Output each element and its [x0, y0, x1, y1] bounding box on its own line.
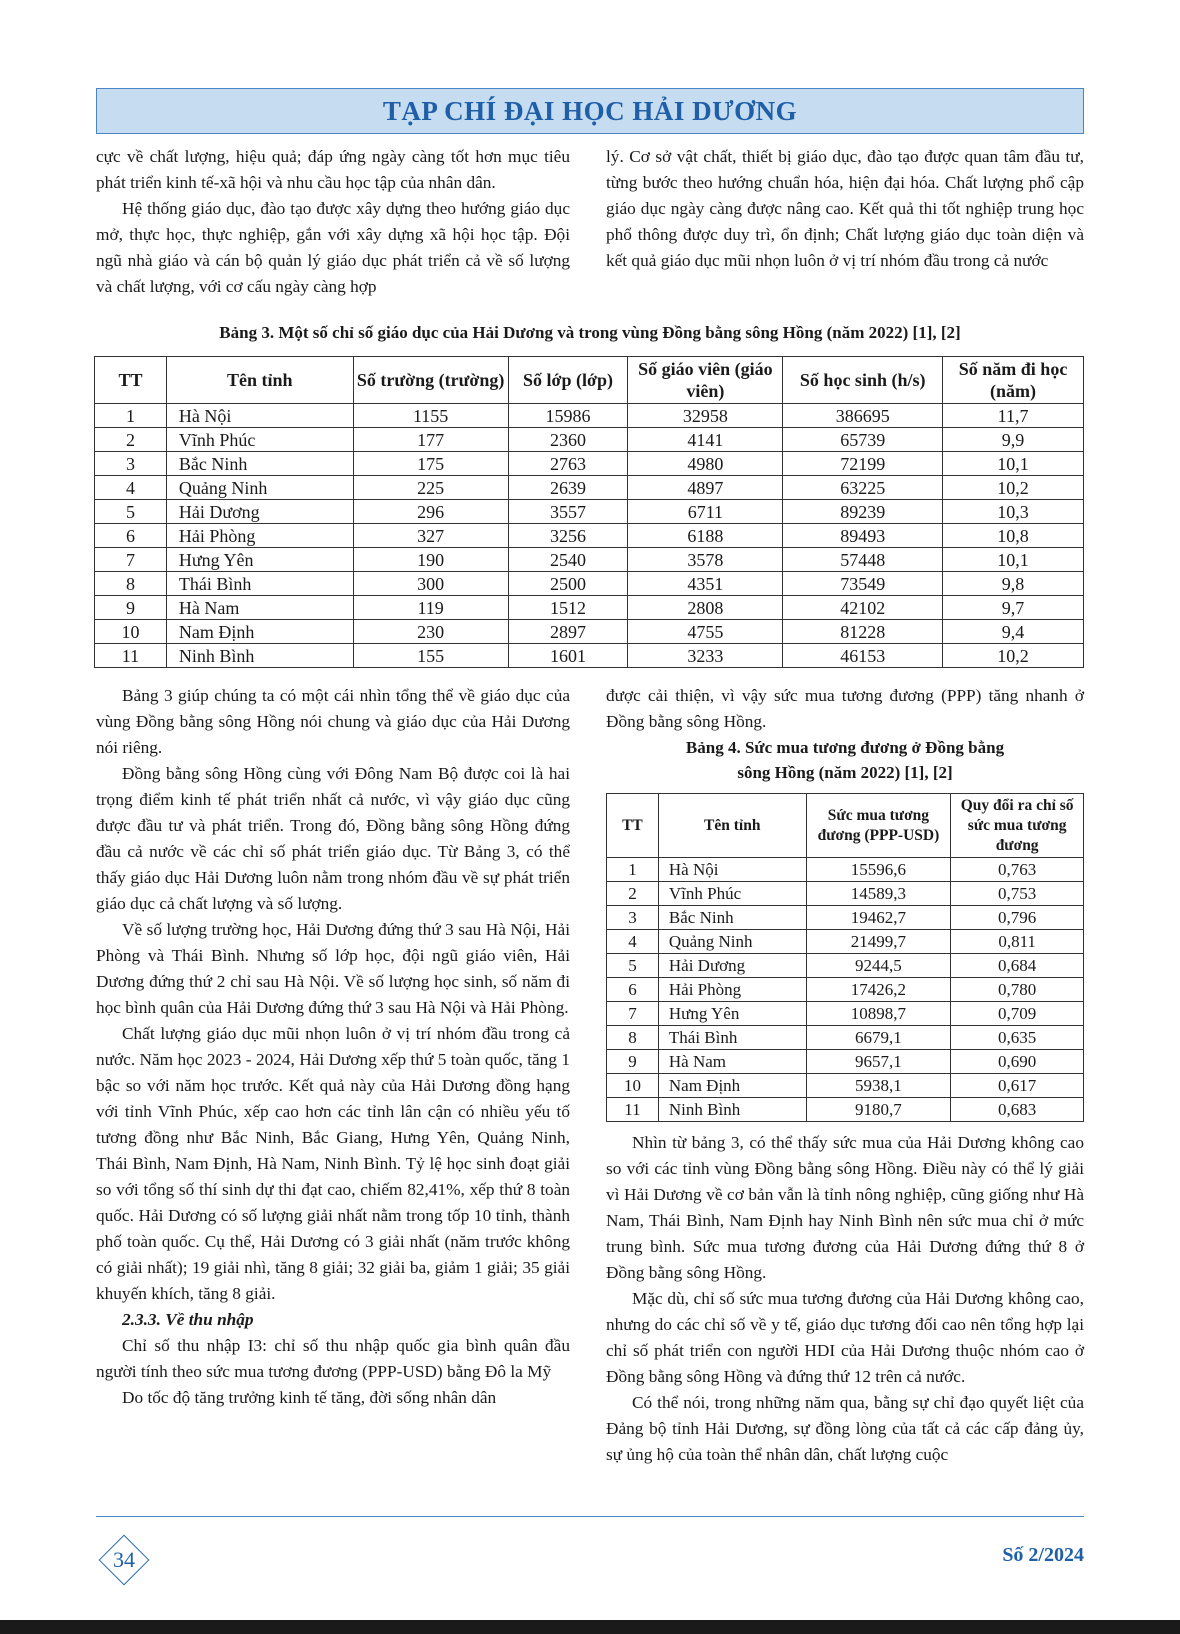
- table4: [606, 793, 1084, 1122]
- table-cell: 11: [607, 1098, 659, 1122]
- table-cell: 15596,6: [806, 858, 951, 882]
- paragraph: lý. Cơ sở vật chất, thiết bị giáo dục, đào tạo được quan tâm đầu tư, từng bước theo hướng chuẩn hóa, hiện đại hóa. Chất lượng phổ cập giáo dục ngày càng được nâng cao. Kết quả thi tốt nghiệp trung học phổ thông được duy trì, ổn định; Chất lượng giáo dục toàn diện và kết quả giáo dục mũi nhọn luôn ở vị trí nhóm đầu trong cả nước: [606, 147, 1084, 270]
- table-cell: 3: [95, 452, 167, 476]
- table-cell: 19462,7: [806, 906, 951, 930]
- table-row: [607, 1050, 1084, 1074]
- table-cell: 6: [607, 978, 659, 1002]
- table-cell: 1601: [508, 644, 628, 668]
- table-cell: 0,690: [951, 1050, 1084, 1074]
- table-cell: 5: [607, 954, 659, 978]
- table-row: [95, 596, 1084, 620]
- province-name-cell: Hà Nam: [658, 1050, 806, 1074]
- table-cell: 9,7: [943, 596, 1084, 620]
- table4-caption: [606, 735, 1084, 785]
- province-name-cell: Hưng Yên: [166, 548, 353, 572]
- table-cell: 2540: [508, 548, 628, 572]
- table-cell: 81228: [783, 620, 943, 644]
- table-cell: 0,684: [951, 954, 1084, 978]
- table-cell: 0,811: [951, 930, 1084, 954]
- issue-number: Số 2/2024: [1002, 1544, 1084, 1566]
- province-name-cell: Nam Định: [658, 1074, 806, 1098]
- table-cell: 10,1: [943, 452, 1084, 476]
- table-cell: 4980: [628, 452, 783, 476]
- table-cell: 10: [95, 620, 167, 644]
- table-cell: 11,7: [943, 404, 1084, 428]
- table-cell: 42102: [783, 596, 943, 620]
- table-cell: 2897: [508, 620, 628, 644]
- table3: [94, 356, 1084, 668]
- table-cell: 155: [353, 644, 508, 668]
- province-name-cell: Ninh Bình: [166, 644, 353, 668]
- table-cell: 9: [95, 596, 167, 620]
- table-cell: 5938,1: [806, 1074, 951, 1098]
- paragraph: cực về chất lượng, hiệu quả; đáp ứng ngày càng tốt hơn mục tiêu phát triển kinh tế-xã hội và nhu cầu học tập của nhân dân.: [96, 147, 570, 192]
- lower-right-column: [606, 1130, 1084, 1468]
- paragraph: Nhìn từ bảng 3, có thể thấy sức mua của Hải Dương không cao so với các tỉnh vùng Đồng bằng sông Hồng. Điều này có thể lý giải vì Hải Dương về cơ bản vẫn là tỉnh nông nghiệp, cũng giống như Hà Nam, Thái Bình, Nam Định hay Ninh Bình nên sức mua chỉ ở mức trung bình. Sức mua tương đương của Hải Dương đứng thứ 8 ở Đồng bằng sông Hồng.: [606, 1133, 1084, 1282]
- table-cell: 3: [607, 906, 659, 930]
- table-cell: 1155: [353, 404, 508, 428]
- table-cell: 10,8: [943, 524, 1084, 548]
- column-header: Số lớp (lớp): [508, 357, 628, 404]
- table-row: [607, 930, 1084, 954]
- column-header: Số năm đi học (năm): [943, 357, 1084, 404]
- page-number-badge: [98, 1534, 150, 1586]
- paragraph: Đồng bằng sông Hồng cùng với Đông Nam Bộ được coi là hai trọng điểm kinh tế phát triển nhất cả nước, vì vậy giáo dục cũng được đầu tư và phát triển. Trong đó, Đồng bằng sông Hồng đứng đầu cả nước về các chỉ số phát triển giáo dục. Từ Bảng 3, có thể thấy giáo dục Hải Dương luôn nằm trong nhóm đầu về sự phát triển giáo dục cả chất lượng và số lượng.: [96, 764, 570, 913]
- table-cell: 9: [607, 1050, 659, 1074]
- table-cell: 9,8: [943, 572, 1084, 596]
- table-cell: 1: [95, 404, 167, 428]
- table-cell: 3256: [508, 524, 628, 548]
- table-cell: 0,709: [951, 1002, 1084, 1026]
- table-cell: 4141: [628, 428, 783, 452]
- table-cell: 0,753: [951, 882, 1084, 906]
- province-name-cell: Thái Bình: [166, 572, 353, 596]
- table-cell: 386695: [783, 404, 943, 428]
- table-row: [95, 428, 1084, 452]
- table-cell: 46153: [783, 644, 943, 668]
- table-cell: 4: [607, 930, 659, 954]
- province-name-cell: Quảng Ninh: [658, 930, 806, 954]
- province-name-cell: Vĩnh Phúc: [658, 882, 806, 906]
- table-cell: 9180,7: [806, 1098, 951, 1122]
- table-cell: 0,617: [951, 1074, 1084, 1098]
- journal-header: [96, 88, 1084, 134]
- table-cell: 9,4: [943, 620, 1084, 644]
- table3-caption: Bảng 3. Một số chỉ số giáo dục của Hải Dương và trong vùng Đồng bằng sông Hồng (năm 2022) [1], [2]: [219, 323, 961, 342]
- table4-caption-line: Bảng 4. Sức mua tương đương ở Đồng bằng: [685, 738, 1005, 757]
- province-name-cell: Hà Nội: [658, 858, 806, 882]
- table-cell: 32958: [628, 404, 783, 428]
- table-row: [95, 548, 1084, 572]
- table-cell: 119: [353, 596, 508, 620]
- table-row: [607, 1026, 1084, 1050]
- table-row: [95, 572, 1084, 596]
- table-cell: 2639: [508, 476, 628, 500]
- table-cell: 9657,1: [806, 1050, 951, 1074]
- province-name-cell: Bắc Ninh: [166, 452, 353, 476]
- table-cell: 7: [607, 1002, 659, 1026]
- table-row: [95, 404, 1084, 428]
- section-heading: 2.3.3. Về thu nhập: [122, 1310, 254, 1329]
- table-cell: 89493: [783, 524, 943, 548]
- table-cell: 2500: [508, 572, 628, 596]
- table-cell: 63225: [783, 476, 943, 500]
- table-cell: 7: [95, 548, 167, 572]
- top-right-column: [606, 144, 1084, 274]
- paragraph: Có thể nói, trong những năm qua, bằng sự chỉ đạo quyết liệt của Đảng bộ tỉnh Hải Dương, sự đồng lòng của tất cả các cấp đảng ủy, sự ủng hộ của toàn thể nhân dân, chất lượng cuộc: [606, 1393, 1084, 1464]
- table-cell: 300: [353, 572, 508, 596]
- table-row: [607, 1098, 1084, 1122]
- province-name-cell: Hà Nam: [166, 596, 353, 620]
- bottom-bar: [0, 1620, 1180, 1634]
- table-cell: 2: [607, 882, 659, 906]
- table-cell: 4351: [628, 572, 783, 596]
- paragraph: Bảng 3 giúp chúng ta có một cái nhìn tổng thể về giáo dục của vùng Đồng bằng sông Hồng nói chung và giáo dục của Hải Dương nói riêng.: [96, 686, 570, 757]
- table-cell: 0,796: [951, 906, 1084, 930]
- table-cell: 6711: [628, 500, 783, 524]
- table-row: [95, 620, 1084, 644]
- table-cell: 225: [353, 476, 508, 500]
- page-number: 34: [113, 1547, 135, 1572]
- table-cell: 9244,5: [806, 954, 951, 978]
- province-name-cell: Vĩnh Phúc: [166, 428, 353, 452]
- table-row: [607, 954, 1084, 978]
- journal-title: TẠP CHÍ ĐẠI HỌC HẢI DƯƠNG: [382, 95, 798, 126]
- table-cell: 11: [95, 644, 167, 668]
- province-name-cell: Nam Định: [166, 620, 353, 644]
- column-header: Quy đổi ra chỉ số sức mua tương đương: [951, 794, 1084, 858]
- table-cell: 0,763: [951, 858, 1084, 882]
- table-cell: 2808: [628, 596, 783, 620]
- column-header: TT: [95, 357, 167, 404]
- province-name-cell: Hà Nội: [166, 404, 353, 428]
- table-cell: 2763: [508, 452, 628, 476]
- table-cell: 5: [95, 500, 167, 524]
- paragraph: Về số lượng trường học, Hải Dương đứng thứ 3 sau Hà Nội, Hải Phòng và Thái Bình. Nhưng số lớp học, đội ngũ giáo viên, Hải Dương đứng thứ 2 chỉ sau Hà Nội. Về số lượng học sinh, số năm đi học bình quân của Hải Dương đứng thứ 3 sau Hà Nội và Hải Phòng.: [96, 920, 570, 1017]
- table-cell: 10898,7: [806, 1002, 951, 1026]
- table-cell: 10,2: [943, 476, 1084, 500]
- table-cell: 57448: [783, 548, 943, 572]
- table-cell: 65739: [783, 428, 943, 452]
- table-row: [607, 906, 1084, 930]
- paragraph: Do tốc độ tăng trưởng kinh tế tăng, đời sống nhân dân: [122, 1388, 497, 1407]
- lower-right-intro: [606, 683, 1084, 735]
- column-header: Sức mua tương đương (PPP-USD): [806, 794, 951, 858]
- table-cell: 8: [607, 1026, 659, 1050]
- table-cell: 0,683: [951, 1098, 1084, 1122]
- column-header: Số giáo viên (giáo viên): [628, 357, 783, 404]
- top-left-column: [96, 144, 570, 300]
- table-row: [95, 524, 1084, 548]
- column-header: Số học sinh (h/s): [783, 357, 943, 404]
- table-cell: 17426,2: [806, 978, 951, 1002]
- table-cell: 0,780: [951, 978, 1084, 1002]
- table4-caption-line: sông Hồng (năm 2022) [1], [2]: [737, 763, 953, 782]
- table-cell: 2360: [508, 428, 628, 452]
- table-cell: 2: [95, 428, 167, 452]
- province-name-cell: Hải Phòng: [658, 978, 806, 1002]
- table-cell: 4: [95, 476, 167, 500]
- table-cell: 175: [353, 452, 508, 476]
- table-row: [95, 644, 1084, 668]
- paragraph: Chỉ số thu nhập I3: chỉ số thu nhập quốc gia bình quân đầu người tính theo sức mua tương đương (PPP-USD) bằng Đô la Mỹ: [96, 1336, 570, 1381]
- table-cell: 296: [353, 500, 508, 524]
- table-cell: 10: [607, 1074, 659, 1098]
- table-row: [95, 452, 1084, 476]
- table-cell: 10,2: [943, 644, 1084, 668]
- province-name-cell: Quảng Ninh: [166, 476, 353, 500]
- table-cell: 230: [353, 620, 508, 644]
- province-name-cell: Hải Dương: [166, 500, 353, 524]
- table-row: [607, 1002, 1084, 1026]
- province-name-cell: Hải Phòng: [166, 524, 353, 548]
- table-cell: 4755: [628, 620, 783, 644]
- table-cell: 6: [95, 524, 167, 548]
- column-header: Số trường (trường): [353, 357, 508, 404]
- table-cell: 177: [353, 428, 508, 452]
- table-header-row: [607, 794, 1084, 858]
- lower-left-column: [96, 683, 570, 1411]
- table-cell: 3578: [628, 548, 783, 572]
- table-cell: 190: [353, 548, 508, 572]
- table-cell: 73549: [783, 572, 943, 596]
- table-row: [95, 476, 1084, 500]
- table-cell: 3233: [628, 644, 783, 668]
- table-row: [607, 858, 1084, 882]
- paragraph: Mặc dù, chỉ số sức mua tương đương của Hải Dương không cao, nhưng do các chỉ số về y tế, giáo dục tương đối cao nên tổng hợp lại chỉ số phát triển con người HDI của Hải Dương thuộc nhóm cao ở Đồng bằng sông Hồng và đứng thứ 12 trên cả nước.: [606, 1289, 1084, 1386]
- table-cell: 6679,1: [806, 1026, 951, 1050]
- table-cell: 21499,7: [806, 930, 951, 954]
- footer-divider: [96, 1516, 1084, 1517]
- table-row: [95, 500, 1084, 524]
- table-row: [607, 882, 1084, 906]
- province-name-cell: Hải Dương: [658, 954, 806, 978]
- table-cell: 0,635: [951, 1026, 1084, 1050]
- table-row: [607, 1074, 1084, 1098]
- table-cell: 14589,3: [806, 882, 951, 906]
- province-name-cell: Ninh Bình: [658, 1098, 806, 1122]
- paragraph: Hệ thống giáo dục, đào tạo được xây dựng theo hướng giáo dục mở, thực học, thực nghiệp, gắn với xây dựng xã hội học tập. Đội ngũ nhà giáo và cán bộ quản lý giáo dục phát triển cả về số lượng và chất lượng, với cơ cấu ngày càng hợp: [96, 199, 570, 296]
- column-header: TT: [607, 794, 659, 858]
- province-name-cell: Bắc Ninh: [658, 906, 806, 930]
- table-cell: 10,1: [943, 548, 1084, 572]
- table-cell: 9,9: [943, 428, 1084, 452]
- table-cell: 72199: [783, 452, 943, 476]
- table-cell: 1: [607, 858, 659, 882]
- province-name-cell: Thái Bình: [658, 1026, 806, 1050]
- paragraph: Chất lượng giáo dục mũi nhọn luôn ở vị trí nhóm đầu trong cả nước. Năm học 2023 - 2024, Hải Dương xếp thứ 5 toàn quốc, tăng 1 bậc so với năm học trước. Kết quả này của Hải Dương đồng hạng với tỉnh Vĩnh Phúc, xếp cao hơn các tỉnh lân cận có nhiều yếu tố tương đồng như Bắc Ninh, Bắc Giang, Hưng Yên, Quảng Ninh, Thái Bình, Nam Định, Hà Nam, Ninh Bình. Tỷ lệ học sinh đoạt giải so với tổng số thí sinh dự thi đạt cao, chiếm 82,41%, xếp thứ 8 toàn quốc. Hải Dương có số lượng giải nhất nằm trong tốp 10 tỉnh, thành phố toàn quốc. Cụ thể, Hải Dương có 3 giải nhất (năm trước không có giải nhất); 19 giải nhì, tăng 8 giải; 32 giải ba, giảm 1 giải; 35 giải khuyến khích, tăng 8 giải.: [96, 1024, 570, 1303]
- table-cell: 1512: [508, 596, 628, 620]
- column-header: Tên tỉnh: [658, 794, 806, 858]
- table-cell: 15986: [508, 404, 628, 428]
- table-row: [607, 978, 1084, 1002]
- table-cell: 89239: [783, 500, 943, 524]
- province-name-cell: Hưng Yên: [658, 1002, 806, 1026]
- table-cell: 10,3: [943, 500, 1084, 524]
- table-cell: 8: [95, 572, 167, 596]
- column-header: Tên tỉnh: [166, 357, 353, 404]
- table-cell: 4897: [628, 476, 783, 500]
- table-header-row: [95, 357, 1084, 404]
- table-cell: 327: [353, 524, 508, 548]
- table-cell: 6188: [628, 524, 783, 548]
- paragraph: được cải thiện, vì vậy sức mua tương đương (PPP) tăng nhanh ở Đồng bằng sông Hồng.: [606, 686, 1084, 731]
- table-cell: 3557: [508, 500, 628, 524]
